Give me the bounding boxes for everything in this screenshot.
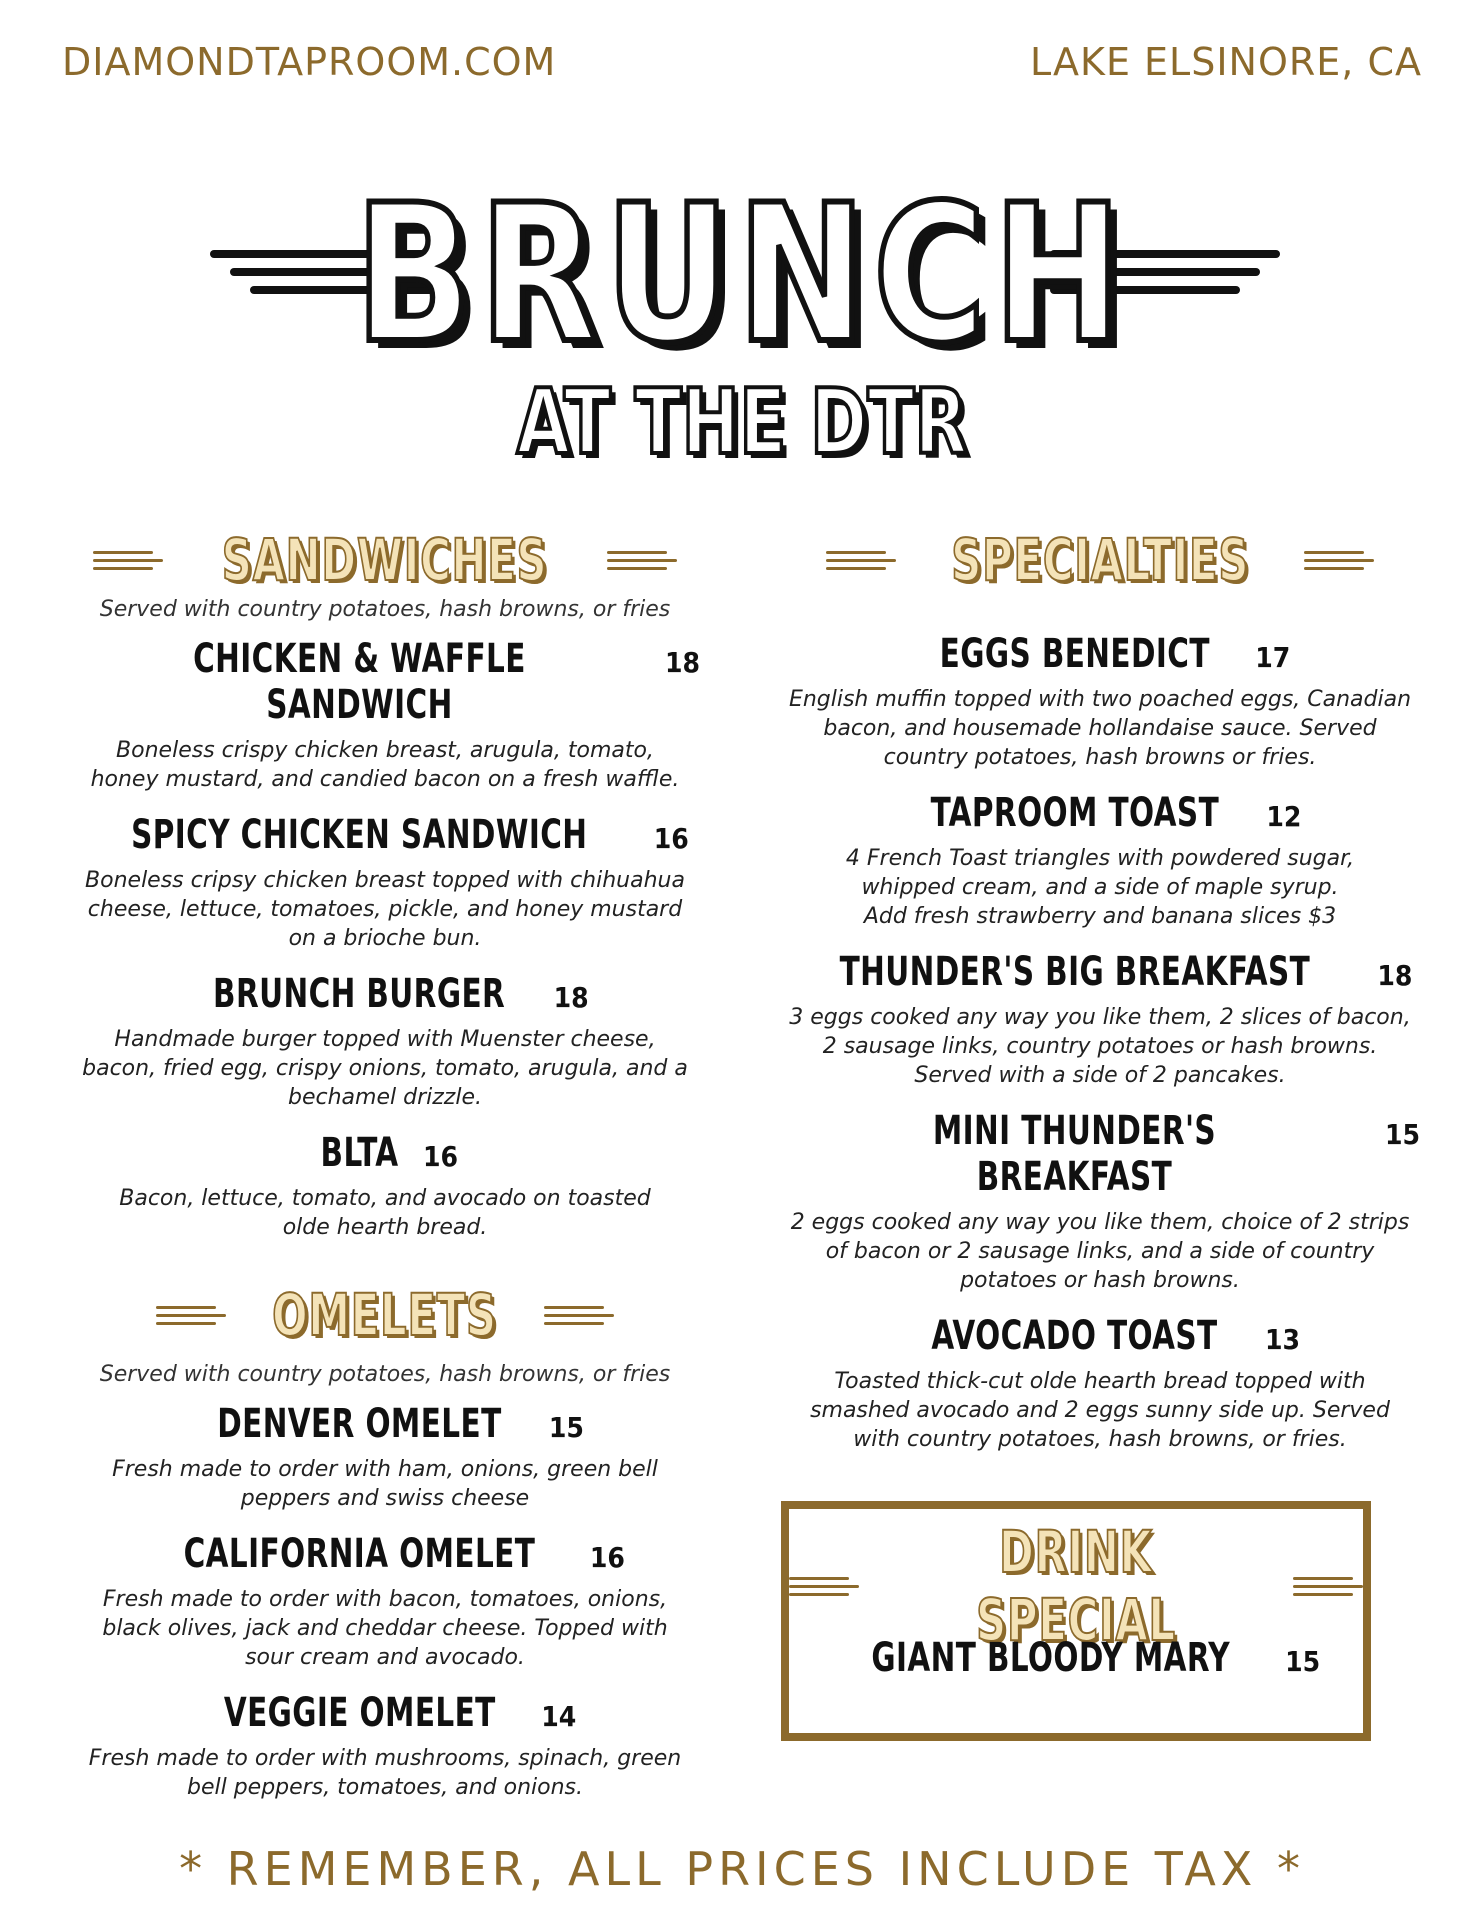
drink-special-title: DRINK SPECIAL	[976, 1518, 1176, 1654]
tax-notice: * REMEMBER, ALL PRICES INCLUDE TAX *	[179, 1842, 1305, 1896]
item-description: 2 eggs cooked any way you like them, choice of 2 strips of bacon or 2 sausage links, and a side of country potatoes or hash browns.	[790, 1210, 1410, 1293]
item-description: 4 French Toast triangles with powdered sugar, whipped cream, and a side of maple syrup.	[845, 846, 1355, 900]
item-description: English muffin topped with two poached eggs, Canadian bacon, and housemade hollandaise sauce. Served country potatoes, hash browns or fries.	[788, 687, 1412, 770]
page-subtitle: AT THE DTR	[516, 370, 968, 475]
menu-item	[780, 1108, 1420, 1295]
item-price: 17	[1255, 641, 1291, 674]
item-description: Handmade burger topped with Muenster cheese, bacon, fried egg, crispy onions, tomato, arugula, and a bechamel drizzle.	[82, 1027, 688, 1110]
item-price: 16	[422, 1140, 459, 1173]
item-description: Fresh made to order with bacon, tomatoes, onions, black olives, jack and cheddar cheese. Topped with sour cream and avocado.	[102, 1587, 668, 1670]
item-description: Boneless cripsy chicken breast topped with chihuahua cheese, lettuce, tomatoes, pickle, and honey mustard on a brioche bun.	[85, 868, 685, 951]
ornament-lines	[826, 551, 896, 570]
item-name: THUNDER'S BIG BREAKFAST	[839, 949, 1310, 995]
item-price: 16	[653, 822, 689, 855]
item-description: Boneless crispy chicken breast, arugula, tomato, honey mustard, and candied bacon on a fresh waffle.	[90, 738, 680, 792]
item-name: TAPROOM TOAST	[930, 790, 1219, 836]
item-price: 14	[541, 1700, 577, 1733]
item-price: 18	[1377, 959, 1413, 992]
right-column	[780, 525, 1420, 1472]
menu-item	[70, 971, 700, 1112]
specialties-header	[780, 525, 1420, 595]
item-name: EGGS BENEDICT	[939, 631, 1210, 677]
item-addon: Add fresh strawberry and banana slices $3	[863, 904, 1337, 929]
menu-item	[780, 631, 1420, 772]
item-description: 3 eggs cooked any way you like them, 2 slices of bacon, 2 sausage links, country potatoes or hash browns. Served with a side of 2 pancakes.	[789, 1005, 1411, 1088]
item-name: BLTA	[320, 1130, 399, 1176]
menu-item	[70, 1690, 700, 1802]
sandwiches-title: SANDWICHES	[222, 526, 548, 594]
sandwiches-note: Served with country potatoes, hash browns, or fries	[99, 597, 671, 622]
page-title: BRUNCH	[354, 164, 1130, 385]
item-description: Fresh made to order with mushrooms, spinach, green bell peppers, tomatoes, and onions.	[88, 1746, 682, 1800]
item-name: AVOCADO TOAST	[931, 1313, 1218, 1359]
item-name: CHICKEN & WAFFLE SANDWICH	[193, 636, 526, 728]
drink-special-box	[781, 1501, 1371, 1741]
item-price: 13	[1264, 1323, 1301, 1356]
sandwiches-header	[70, 525, 700, 595]
item-name: BRUNCH BURGER	[213, 971, 506, 1017]
item-name: MINI THUNDER'S BREAKFAST	[932, 1108, 1217, 1200]
menu-item	[70, 1401, 700, 1513]
website-link[interactable]: DIAMONDTAPROOM.COM	[62, 40, 557, 84]
omelets-title: OMELETS	[272, 1281, 498, 1349]
item-price: 12	[1266, 800, 1302, 833]
item-description: Fresh made to order with ham, onions, green bell peppers and swiss cheese	[112, 1457, 658, 1511]
item-name: SPICY CHICKEN SANDWICH	[131, 812, 588, 858]
item-name: VEGGIE OMELET	[223, 1690, 496, 1736]
item-price: 15	[1384, 1118, 1420, 1151]
menu-item	[70, 636, 700, 794]
drink-special-header	[789, 1518, 1363, 1654]
item-price: 15	[1285, 1645, 1321, 1678]
ornament-lines	[1293, 1577, 1363, 1596]
item-name: DENVER OMELET	[217, 1401, 502, 1447]
item-description: Toasted thick-cut olde hearth bread topped with smashed avocado and 2 eggs sunny side up. Served with country potatoes, hash browns, or fries.	[810, 1369, 1390, 1452]
menu-item	[70, 1130, 700, 1242]
left-column	[70, 525, 700, 1820]
item-name: CALIFORNIA OMELET	[183, 1531, 536, 1577]
item-price: 18	[553, 981, 589, 1014]
item-price: 16	[589, 1541, 625, 1574]
ornament-lines	[544, 1306, 614, 1325]
item-price: 15	[548, 1411, 584, 1444]
omelets-header	[70, 1280, 700, 1350]
ornament-lines	[156, 1306, 226, 1325]
menu-item	[70, 812, 700, 953]
item-price: 18	[664, 646, 700, 679]
item-description: Bacon, lettuce, tomato, and avocado on toasted olde hearth bread.	[119, 1186, 651, 1240]
omelets-note: Served with country potatoes, hash browns, or fries	[99, 1362, 671, 1387]
menu-item	[780, 1313, 1420, 1454]
menu-item	[780, 790, 1420, 931]
location-label: LAKE ELSINORE, CA	[1030, 40, 1422, 84]
ornament-lines	[789, 1577, 859, 1596]
menu-item	[70, 1531, 700, 1672]
menu-item	[780, 949, 1420, 1090]
item-name: GIANT BLOODY MARY	[871, 1635, 1230, 1681]
ornament-lines	[1304, 551, 1374, 570]
ornament-lines	[93, 551, 163, 570]
specialties-title: SPECIALTIES	[951, 526, 1249, 594]
ornament-lines	[607, 551, 677, 570]
